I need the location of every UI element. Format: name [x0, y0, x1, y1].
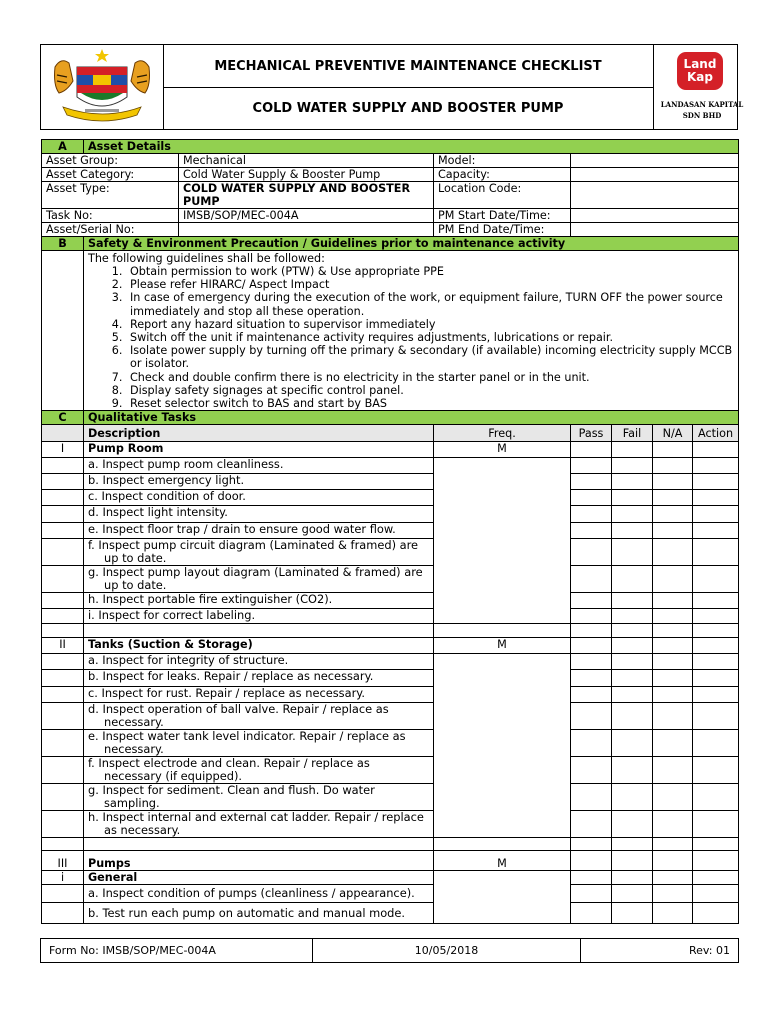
task-row [42, 523, 739, 539]
na-cell[interactable] [653, 474, 693, 490]
document-header [40, 44, 744, 130]
action-cell[interactable] [693, 609, 739, 624]
task-row [42, 670, 739, 687]
task-description: h. Inspect portable fire extinguisher (CO2). [84, 593, 434, 609]
asset-label: Capacity: [434, 168, 571, 182]
section-code: C [42, 411, 84, 425]
form-revision: Rev: 01 [581, 939, 739, 963]
task-row [42, 757, 739, 784]
asset-row [42, 223, 739, 237]
guideline-item: 9. Reset selector switch to BAS and start by BAS [126, 397, 734, 410]
section-a-header [42, 140, 739, 154]
section-title: Asset Details [84, 140, 739, 154]
action-cell[interactable] [693, 670, 739, 687]
pass-cell[interactable] [571, 687, 612, 703]
fail-cell[interactable] [612, 811, 653, 838]
asset-label: Asset Group: [42, 154, 179, 168]
action-cell[interactable] [693, 490, 739, 506]
page-subtitle: COLD WATER SUPPLY AND BOOSTER PUMP [252, 100, 564, 116]
group-title: Tanks (Suction & Storage) [84, 638, 434, 654]
task-description: c. Inspect condition of door. [84, 490, 434, 506]
spacer-row [42, 838, 739, 851]
asset-label: Asset Category: [42, 168, 179, 182]
action-cell[interactable] [693, 506, 739, 523]
task-description: c. Inspect for rust. Repair / replace as necessary. [84, 687, 434, 703]
pass-cell[interactable] [571, 654, 612, 670]
fail-cell[interactable] [612, 757, 653, 784]
col-na: N/A [653, 425, 693, 442]
pass-cell[interactable] [571, 539, 612, 566]
task-description: e. Inspect floor trap / drain to ensure good water flow. [84, 523, 434, 539]
section-code: A [42, 140, 84, 154]
task-description: f. Inspect electrode and clean. Repair / replace as necessary (if equipped). [84, 757, 434, 784]
fail-cell[interactable] [612, 490, 653, 506]
task-description: a. Inspect condition of pumps (cleanliness / appearance). [84, 885, 434, 903]
pass-cell[interactable] [571, 490, 612, 506]
pass-cell[interactable] [571, 593, 612, 609]
na-cell[interactable] [653, 730, 693, 757]
fail-cell[interactable] [612, 474, 653, 490]
asset-label: Task No: [42, 209, 179, 223]
col-action: Action [693, 425, 739, 442]
action-cell[interactable] [693, 703, 739, 730]
section-b-header [42, 237, 739, 251]
frequency-cell [434, 654, 571, 838]
asset-value[interactable]: COLD WATER SUPPLY AND BOOSTER PUMP [179, 182, 434, 209]
asset-row [42, 154, 739, 168]
asset-value[interactable]: Cold Water Supply & Booster Pump [179, 168, 434, 182]
task-row [42, 539, 739, 566]
task-row [42, 687, 739, 703]
fail-cell[interactable] [612, 903, 653, 924]
action-cell[interactable] [693, 458, 739, 474]
task-description: i. Inspect for correct labeling. [84, 609, 434, 624]
guideline-item: 1. Obtain permission to work (PTW) & Use appropriate PPE [126, 265, 734, 278]
asset-value[interactable] [571, 182, 739, 209]
group-title: Pump Room [84, 442, 434, 458]
na-cell[interactable] [653, 757, 693, 784]
asset-label: PM End Date/Time: [434, 223, 571, 237]
na-cell[interactable] [653, 670, 693, 687]
frequency-cell [434, 458, 571, 624]
fail-cell[interactable] [612, 885, 653, 903]
task-row [42, 506, 739, 523]
pass-cell[interactable] [571, 757, 612, 784]
form-number: Form No: IMSB/SOP/MEC-004A [41, 939, 313, 963]
col-description: Description [84, 425, 434, 442]
task-row [42, 703, 739, 730]
group-header-row [42, 442, 739, 458]
fail-cell[interactable] [612, 566, 653, 593]
fail-cell[interactable] [612, 506, 653, 523]
fail-cell[interactable] [612, 730, 653, 757]
group-frequency: M [434, 442, 571, 458]
task-description: e. Inspect water tank level indicator. Repair / replace as necessary. [84, 730, 434, 757]
landkap-logo [653, 45, 744, 129]
action-cell[interactable] [693, 687, 739, 703]
asset-value[interactable]: Mechanical [179, 154, 434, 168]
action-cell[interactable] [693, 784, 739, 811]
na-cell[interactable] [653, 687, 693, 703]
fail-cell[interactable] [612, 539, 653, 566]
group-header-row [42, 638, 739, 654]
asset-label: Location Code: [434, 182, 571, 209]
na-cell[interactable] [653, 523, 693, 539]
task-row [42, 784, 739, 811]
company-suffix: SDN BHD [682, 111, 722, 120]
asset-row [42, 182, 739, 209]
section-title: Qualitative Tasks [84, 411, 739, 425]
pass-cell[interactable] [571, 458, 612, 474]
group-frequency: M [434, 851, 571, 871]
action-cell[interactable] [693, 903, 739, 924]
fail-cell[interactable] [612, 458, 653, 474]
fail-cell[interactable] [612, 670, 653, 687]
group-title: Pumps [84, 851, 434, 871]
guidelines-list [88, 265, 734, 410]
pass-cell[interactable] [571, 903, 612, 924]
action-cell[interactable] [693, 757, 739, 784]
task-description: b. Inspect emergency light. [84, 474, 434, 490]
group-frequency: M [434, 638, 571, 654]
action-cell[interactable] [693, 523, 739, 539]
task-description: f. Inspect pump circuit diagram (Laminated & framed) are up to date. [84, 539, 434, 566]
group-header-row [42, 851, 739, 871]
guideline-item: 3. In case of emergency during the execution of the work, or equipment failure, TURN OFF the power source immediately and stop all these operation. [126, 291, 734, 317]
task-row [42, 885, 739, 903]
action-cell[interactable] [693, 593, 739, 609]
guideline-item: 8. Display safety signages at specific control panel. [126, 384, 734, 397]
asset-label: Asset Type: [42, 182, 179, 209]
fail-cell[interactable] [612, 784, 653, 811]
na-cell[interactable] [653, 703, 693, 730]
pass-cell[interactable] [571, 609, 612, 624]
task-description: g. Inspect pump layout diagram (Laminated & framed) are up to date. [84, 566, 434, 593]
asset-value[interactable] [571, 168, 739, 182]
na-cell[interactable] [653, 458, 693, 474]
na-cell[interactable] [653, 885, 693, 903]
na-cell[interactable] [653, 593, 693, 609]
task-description: a. Inspect pump room cleanliness. [84, 458, 434, 474]
task-description: h. Inspect internal and external cat ladder. Repair / replace as necessary. [84, 811, 434, 838]
task-description: g. Inspect for sediment. Clean and flush. Do water sampling. [84, 784, 434, 811]
fail-cell[interactable] [612, 703, 653, 730]
fail-cell[interactable] [612, 593, 653, 609]
task-description: d. Inspect operation of ball valve. Repair / replace as necessary. [84, 703, 434, 730]
task-row [42, 490, 739, 506]
guideline-item: 7. Check and double confirm there is no electricity in the starter panel or in the unit. [126, 371, 734, 384]
task-row [42, 566, 739, 593]
guideline-item: 2. Please refer HIRARC/ Aspect Impact [126, 278, 734, 291]
guideline-item: 4. Report any hazard situation to supervisor immediately [126, 318, 734, 331]
col-freq: Freq. [434, 425, 571, 442]
col-pass: Pass [571, 425, 612, 442]
asset-value[interactable] [571, 223, 739, 237]
pass-cell[interactable] [571, 474, 612, 490]
section-code: B [42, 237, 84, 251]
pass-cell[interactable] [571, 730, 612, 757]
pass-cell[interactable] [571, 784, 612, 811]
guidelines-intro: The following guidelines shall be followed: [88, 252, 325, 265]
pass-cell[interactable] [571, 703, 612, 730]
form-footer [40, 938, 739, 963]
subgroup-title: General [84, 871, 434, 885]
section-title: Safety & Environment Precaution / Guidelines prior to maintenance activity [84, 237, 739, 251]
task-row [42, 654, 739, 670]
company-name: LANDASAN KAPITAL [660, 100, 744, 109]
asset-row [42, 209, 739, 223]
task-description: d. Inspect light intensity. [84, 506, 434, 523]
pass-cell[interactable] [571, 566, 612, 593]
guideline-item: 6. Isolate power supply by turning off the primary & secondary (if available) incoming electricity supply MCCB or isolator. [126, 344, 734, 370]
logo-text-land: Land [683, 57, 717, 71]
logo-text-kap: Kap [687, 70, 713, 84]
fail-cell[interactable] [612, 654, 653, 670]
asset-label: PM Start Date/Time: [434, 209, 571, 223]
fail-cell[interactable] [612, 523, 653, 539]
na-cell[interactable] [653, 784, 693, 811]
na-cell[interactable] [653, 566, 693, 593]
subgroup-number: i [42, 871, 84, 885]
pass-cell[interactable] [571, 523, 612, 539]
task-row [42, 593, 739, 609]
task-description: a. Inspect for integrity of structure. [84, 654, 434, 670]
asset-value[interactable] [571, 154, 739, 168]
na-cell[interactable] [653, 506, 693, 523]
action-cell[interactable] [693, 811, 739, 838]
task-description: b. Test run each pump on automatic and manual mode. [84, 903, 434, 924]
frequency-cell [434, 871, 571, 924]
action-cell[interactable] [693, 885, 739, 903]
group-number: I [42, 442, 84, 458]
guidelines-cell [84, 251, 739, 411]
col-fail: Fail [612, 425, 653, 442]
action-cell[interactable] [693, 654, 739, 670]
fail-cell[interactable] [612, 687, 653, 703]
coat-of-arms-emblem [41, 45, 164, 129]
landkap-logo-badge [677, 52, 723, 90]
na-cell[interactable] [653, 654, 693, 670]
task-row [42, 811, 739, 838]
page-title: MECHANICAL PREVENTIVE MAINTENANCE CHECKLIST [163, 45, 653, 88]
guidelines-row [42, 251, 739, 411]
guideline-item: 5. Switch off the unit if maintenance activity requires adjustments, lubrications or repair. [126, 331, 734, 344]
na-cell[interactable] [653, 811, 693, 838]
action-cell[interactable] [693, 566, 739, 593]
asset-value[interactable] [179, 223, 434, 237]
task-row [42, 609, 739, 624]
checklist-table [41, 139, 739, 924]
action-cell[interactable] [693, 474, 739, 490]
task-row [42, 903, 739, 924]
task-row [42, 474, 739, 490]
task-row [42, 730, 739, 757]
form-date: 10/05/2018 [313, 939, 581, 963]
task-row [42, 458, 739, 474]
asset-label: Asset/Serial No: [42, 223, 179, 237]
na-cell[interactable] [653, 490, 693, 506]
asset-label: Model: [434, 154, 571, 168]
pass-cell[interactable] [571, 811, 612, 838]
spacer-row [42, 624, 739, 638]
task-description: b. Inspect for leaks. Repair / replace as necessary. [84, 670, 434, 687]
na-cell[interactable] [653, 609, 693, 624]
subgroup-header-row [42, 871, 739, 885]
pass-cell[interactable] [571, 670, 612, 687]
pass-cell[interactable] [571, 506, 612, 523]
group-number: II [42, 638, 84, 654]
fail-cell[interactable] [612, 609, 653, 624]
na-cell[interactable] [653, 539, 693, 566]
section-c-header [42, 411, 739, 425]
action-cell[interactable] [693, 539, 739, 566]
asset-value[interactable] [571, 209, 739, 223]
asset-value[interactable]: IMSB/SOP/MEC-004A [179, 209, 434, 223]
action-cell[interactable] [693, 730, 739, 757]
group-number: III [42, 851, 84, 871]
pass-cell[interactable] [571, 885, 612, 903]
asset-row [42, 168, 739, 182]
column-header-row [42, 425, 739, 442]
na-cell[interactable] [653, 903, 693, 924]
